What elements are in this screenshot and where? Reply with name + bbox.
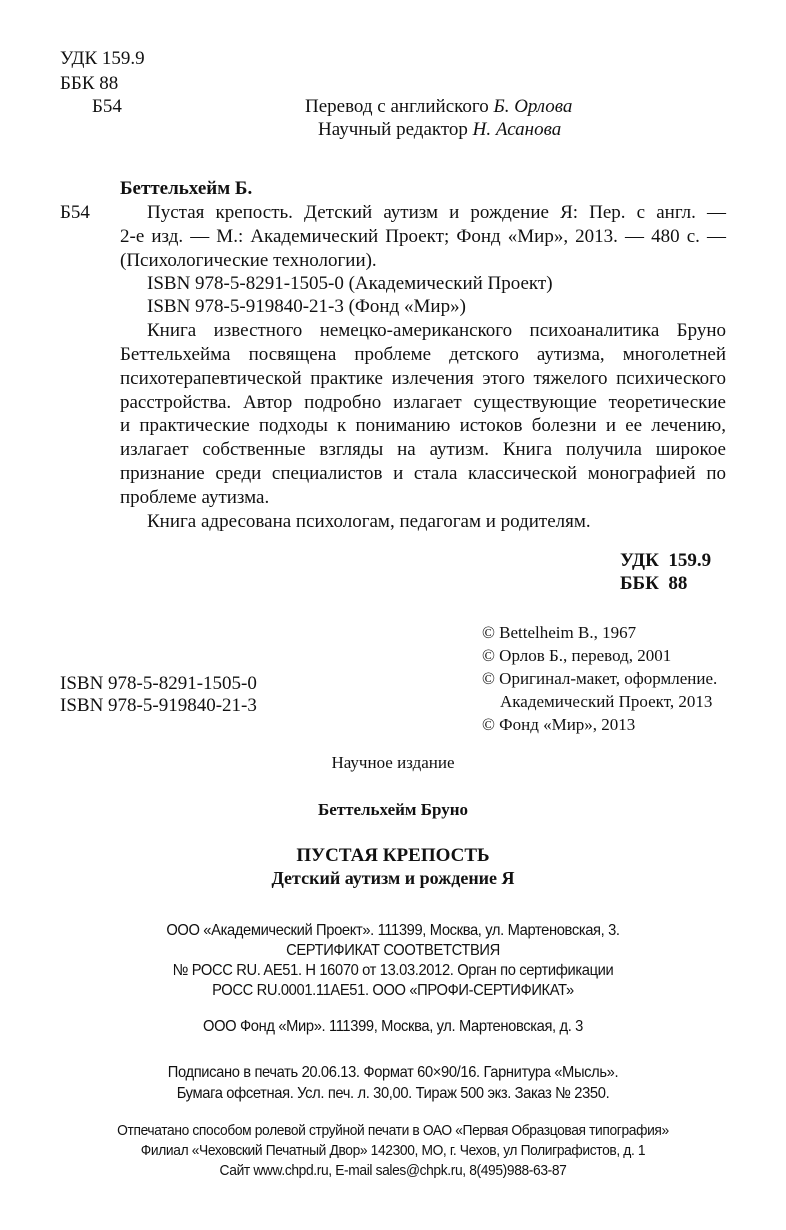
isbn-left: ISBN 978-5-8291-1505-0 bbox=[60, 673, 257, 694]
abstract-line: Беттельхейма посвящена проблеме детского аутизма, многолетней bbox=[120, 344, 726, 365]
translator-name: Б. Орлова bbox=[493, 96, 573, 117]
bbk-top: ББК 88 bbox=[60, 73, 119, 94]
colophon-author: Беттельхейм Бруно bbox=[317, 800, 469, 819]
editor-line bbox=[318, 119, 561, 141]
editor-prefix: Научный редактор bbox=[318, 119, 473, 140]
copyright-line: Академический Проект, 2013 bbox=[500, 692, 713, 711]
abstract-line: признание среди специалистов и стала классической монографией по bbox=[120, 463, 726, 484]
isbn-line: ISBN 978-5-919840-21-3 (Фонд «Мир») bbox=[147, 296, 466, 317]
copyright-line: © Фонд «Мир», 2013 bbox=[482, 715, 636, 734]
copyright-line: © Оригинал-макет, оформление. bbox=[482, 669, 718, 688]
print-line: Бумага офсетная. Усл. печ. л. 30,00. Тираж 500 экз. Заказ № 2350. bbox=[176, 1085, 610, 1102]
audience-line: Книга адресована психологам, педагогам и родителям. bbox=[147, 511, 591, 532]
publisher-line: СЕРТИФИКАТ СООТВЕТСТВИЯ bbox=[286, 942, 500, 959]
copyright-line: © Орлов Б., перевод, 2001 bbox=[482, 646, 672, 665]
translator-line bbox=[305, 96, 572, 118]
abstract-line: и практические подходы к пониманию истоков болезни и ее лечению, bbox=[120, 415, 726, 436]
biblio-line: Пустая крепость. Детский аутизм и рождение Я: Пер. с англ. — bbox=[147, 202, 726, 223]
abstract-line: проблеме аутизма. bbox=[120, 487, 270, 508]
biblio-line: 2-е изд. — М.: Академический Проект; Фонд «Мир», 2013. — 480 с. — bbox=[120, 226, 726, 247]
translator-prefix: Перевод с английского bbox=[305, 96, 494, 117]
card-udk: УДК 159.9 bbox=[620, 550, 712, 571]
publisher-line: № РОСС RU. AE51. H 16070 от 13.03.2012. Орган по сертификации bbox=[172, 962, 614, 979]
printer-line: Сайт www.chpd.ru, E-mail sales@chpk.ru, 8(495)988-63-87 bbox=[219, 1162, 567, 1179]
printer-line: Филиал «Чеховский Печатный Двор» 142300, МО, г. Чехов, ул Полиграфистов, д. 1 bbox=[140, 1142, 646, 1159]
card-author: Беттельхейм Б. bbox=[120, 178, 253, 199]
fund-line: ООО Фонд «Мир». 111399, Москва, ул. Мартеновская, д. 3 bbox=[203, 1018, 583, 1035]
card-bbk: ББК 88 bbox=[620, 573, 688, 594]
edition-type: Научное издание bbox=[331, 753, 455, 772]
editor-name: Н. Асанова bbox=[472, 119, 562, 140]
copyright-line: © Bettelheim B., 1967 bbox=[482, 623, 637, 642]
print-line: Подписано в печать 20.06.13. Формат 60×90/16. Гарнитура «Мысль». bbox=[167, 1064, 619, 1081]
abstract-line: психотерапевтической практике излечения этого тяжелого психического bbox=[120, 368, 726, 389]
colophon-title: ПУСТАЯ КРЕПОСТЬ bbox=[296, 845, 490, 866]
abstract-line: расстройства. Автор подробно излагает существующие теоретические bbox=[120, 392, 726, 413]
publisher-line: РОСС RU.0001.11AE51. ООО «ПРОФИ-СЕРТИФИКАТ» bbox=[212, 982, 574, 999]
publisher-line: ООО «Академический Проект». 111399, Москва, ул. Мартеновская, 3. bbox=[166, 922, 620, 939]
card-sign: Б54 bbox=[60, 202, 90, 223]
printer-line: Отпечатано способом ролевой струйной печати в ОАО «Первая Образцовая типография» bbox=[117, 1122, 669, 1139]
isbn-left: ISBN 978-5-919840-21-3 bbox=[60, 695, 257, 716]
colophon-subtitle: Детский аутизм и рождение Я bbox=[271, 868, 515, 888]
biblio-line: (Психологические технологии). bbox=[120, 250, 377, 271]
abstract-line: излагает собственные взгляды на аутизм. Книга получила широкое bbox=[120, 439, 726, 460]
udk-top: УДК 159.9 bbox=[60, 48, 145, 69]
author-sign-top: Б54 bbox=[92, 96, 122, 117]
isbn-line: ISBN 978-5-8291-1505-0 (Академический Проект) bbox=[147, 273, 553, 294]
abstract-line: Книга известного немецко-американского психоаналитика Бруно bbox=[147, 320, 726, 341]
